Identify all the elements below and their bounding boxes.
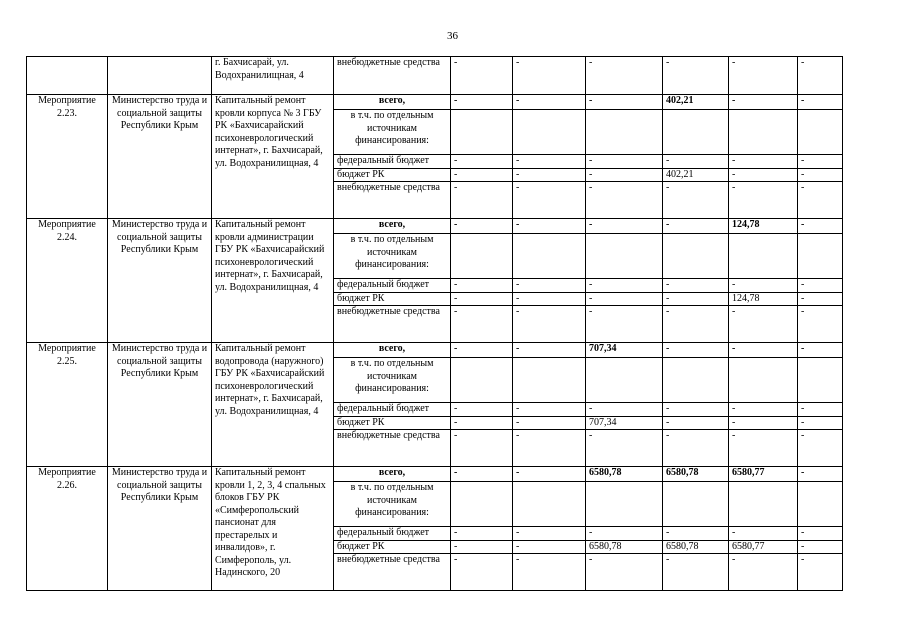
source-cell: внебюджетные средства [334, 57, 451, 95]
value-cell [798, 482, 843, 527]
value-cell: - [586, 306, 663, 343]
value-cell: - [586, 219, 663, 234]
value-cell: - [729, 182, 798, 219]
value-cell: - [451, 527, 513, 541]
value-cell: - [798, 182, 843, 219]
value-cell: - [513, 430, 586, 467]
source-label: в т.ч. по отдельным источникам финансирования: [334, 358, 451, 403]
value-cell: 6580,78 [663, 540, 729, 554]
value-cell: 124,78 [729, 292, 798, 306]
value-cell [729, 358, 798, 403]
value-cell: - [513, 527, 586, 541]
value-cell [798, 234, 843, 279]
value-cell: - [513, 155, 586, 169]
value-cell [663, 234, 729, 279]
value-cell: 402,21 [663, 168, 729, 182]
value-cell: - [663, 292, 729, 306]
value-cell: - [451, 279, 513, 293]
value-cell: - [451, 168, 513, 182]
value-cell: - [586, 182, 663, 219]
value-cell: - [451, 155, 513, 169]
budget-table [26, 56, 843, 591]
value-cell [513, 234, 586, 279]
value-cell: - [798, 403, 843, 417]
value-cell: - [586, 168, 663, 182]
source-label: всего, [334, 343, 451, 358]
value-cell: - [729, 430, 798, 467]
value-cell: - [513, 416, 586, 430]
source-label: в т.ч. по отдельным источникам финансирования: [334, 482, 451, 527]
value-cell: - [729, 57, 798, 95]
value-cell: - [663, 416, 729, 430]
value-cell: - [513, 279, 586, 293]
value-cell [798, 110, 843, 155]
value-cell: - [798, 540, 843, 554]
description-cell: Капитальный ремонт водопровода (наружного) ГБУ РК «Бахчисарайский психоневрологический интернат», г. Бахчисарай, ул. Водохранилищная, 4 [212, 343, 334, 467]
measure-number: Мероприятие 2.26. [27, 467, 108, 591]
source-label: в т.ч. по отдельным источникам финансирования: [334, 110, 451, 155]
source-label: федеральный бюджет [334, 155, 451, 169]
value-cell: - [798, 219, 843, 234]
description-cell: г. Бахчисарай, ул. Водохранилищная, 4 [212, 57, 334, 95]
value-cell: - [663, 343, 729, 358]
value-cell [729, 110, 798, 155]
value-cell [729, 482, 798, 527]
source-label: федеральный бюджет [334, 403, 451, 417]
value-cell [513, 482, 586, 527]
source-label: бюджет РК [334, 416, 451, 430]
value-cell [663, 358, 729, 403]
page-number: 36 [447, 30, 458, 42]
value-cell: - [798, 95, 843, 110]
value-cell [586, 110, 663, 155]
source-label: бюджет РК [334, 292, 451, 306]
value-cell: 124,78 [729, 219, 798, 234]
value-cell: - [663, 57, 729, 95]
value-cell: - [513, 95, 586, 110]
value-cell: - [586, 155, 663, 169]
value-cell [663, 110, 729, 155]
value-cell: 6580,78 [586, 467, 663, 482]
table-row [27, 95, 843, 110]
value-cell: - [729, 306, 798, 343]
source-label: федеральный бюджет [334, 527, 451, 541]
executor-cell: Министерство труда и социальной защиты Республики Крым [108, 343, 212, 467]
value-cell: - [729, 95, 798, 110]
value-cell: - [798, 306, 843, 343]
value-cell: - [513, 306, 586, 343]
value-cell: - [513, 182, 586, 219]
value-cell: - [729, 416, 798, 430]
value-cell: - [729, 554, 798, 591]
value-cell: - [451, 57, 513, 95]
source-label: внебюджетные средства [334, 182, 451, 219]
value-cell: - [513, 292, 586, 306]
source-label: бюджет РК [334, 540, 451, 554]
value-cell [513, 358, 586, 403]
source-label: всего, [334, 467, 451, 482]
table-row [27, 219, 843, 234]
value-cell: - [729, 279, 798, 293]
value-cell: - [513, 168, 586, 182]
executor-cell: Министерство труда и социальной защиты Республики Крым [108, 219, 212, 343]
value-cell: - [586, 403, 663, 417]
value-cell: - [798, 467, 843, 482]
value-cell [798, 358, 843, 403]
value-cell: - [798, 155, 843, 169]
source-label: федеральный бюджет [334, 279, 451, 293]
value-cell: - [663, 279, 729, 293]
value-cell: - [663, 219, 729, 234]
value-cell: - [513, 219, 586, 234]
value-cell [663, 482, 729, 527]
description-cell: Капитальный ремонт кровли корпуса № 3 ГБУ РК «Бахчисарайский психоневрологический интернат», г. Бахчисарай, ул. Водохранилищная, 4 [212, 95, 334, 219]
value-cell: - [451, 343, 513, 358]
value-cell [586, 358, 663, 403]
value-cell: - [513, 467, 586, 482]
value-cell: - [513, 57, 586, 95]
source-label: внебюджетные средства [334, 306, 451, 343]
value-cell: - [798, 279, 843, 293]
value-cell: - [663, 155, 729, 169]
value-cell: - [451, 292, 513, 306]
value-cell: - [663, 527, 729, 541]
value-cell: - [513, 540, 586, 554]
value-cell: - [729, 527, 798, 541]
value-cell: - [798, 57, 843, 95]
value-cell: - [663, 182, 729, 219]
source-label: внебюджетные средства [334, 554, 451, 591]
measure-number: Мероприятие 2.24. [27, 219, 108, 343]
value-cell: - [663, 403, 729, 417]
table-row [27, 57, 843, 95]
value-cell: - [513, 554, 586, 591]
source-label: внебюджетные средства [334, 430, 451, 467]
value-cell: - [451, 306, 513, 343]
value-cell [451, 110, 513, 155]
value-cell: - [798, 292, 843, 306]
value-cell: - [451, 95, 513, 110]
value-cell: - [729, 168, 798, 182]
value-cell: - [451, 554, 513, 591]
value-cell: - [663, 430, 729, 467]
number-cell [27, 57, 108, 95]
value-cell [451, 358, 513, 403]
value-cell: - [451, 540, 513, 554]
value-cell: - [798, 527, 843, 541]
value-cell: 6580,77 [729, 540, 798, 554]
description-cell: Капитальный ремонт кровли администрации ГБУ РК «Бахчисарайский психоневрологический интернат», г. Бахчисарай, ул. Водохранилищная, 4 [212, 219, 334, 343]
value-cell: - [451, 182, 513, 219]
value-cell: 6580,77 [729, 467, 798, 482]
value-cell [451, 234, 513, 279]
value-cell: - [451, 403, 513, 417]
value-cell: 707,34 [586, 343, 663, 358]
value-cell: - [451, 467, 513, 482]
value-cell [513, 110, 586, 155]
table-row [27, 467, 843, 482]
value-cell: 6580,78 [663, 467, 729, 482]
value-cell [586, 482, 663, 527]
value-cell: - [451, 416, 513, 430]
value-cell: - [586, 279, 663, 293]
value-cell: - [586, 95, 663, 110]
measure-number: Мероприятие 2.23. [27, 95, 108, 219]
value-cell: - [451, 430, 513, 467]
value-cell: - [586, 527, 663, 541]
value-cell [586, 234, 663, 279]
description-cell: Капитальный ремонт кровли 1, 2, 3, 4 спальных блоков ГБУ РК «Симферопольский пансионат для престарелых и инвалидов», г. Симферополь, ул. Надинского, 20 [212, 467, 334, 591]
value-cell: - [586, 57, 663, 95]
table-row [27, 343, 843, 358]
source-label: всего, [334, 219, 451, 234]
value-cell: - [729, 343, 798, 358]
value-cell: - [798, 554, 843, 591]
value-cell [451, 482, 513, 527]
executor-cell: Министерство труда и социальной защиты Республики Крым [108, 95, 212, 219]
value-cell: - [513, 403, 586, 417]
value-cell: - [798, 416, 843, 430]
source-label: в т.ч. по отдельным источникам финансирования: [334, 234, 451, 279]
source-label: всего, [334, 95, 451, 110]
value-cell: - [729, 155, 798, 169]
value-cell: - [586, 554, 663, 591]
value-cell: - [798, 343, 843, 358]
value-cell: 6580,78 [586, 540, 663, 554]
source-label: бюджет РК [334, 168, 451, 182]
value-cell: 707,34 [586, 416, 663, 430]
value-cell: - [586, 292, 663, 306]
value-cell: - [451, 219, 513, 234]
value-cell: - [586, 430, 663, 467]
measure-number: Мероприятие 2.25. [27, 343, 108, 467]
value-cell: - [729, 403, 798, 417]
value-cell: - [663, 554, 729, 591]
value-cell: - [798, 168, 843, 182]
value-cell [729, 234, 798, 279]
value-cell: - [798, 430, 843, 467]
executor-cell [108, 57, 212, 95]
value-cell: - [663, 306, 729, 343]
value-cell: - [513, 343, 586, 358]
value-cell: 402,21 [663, 95, 729, 110]
executor-cell: Министерство труда и социальной защиты Республики Крым [108, 467, 212, 591]
